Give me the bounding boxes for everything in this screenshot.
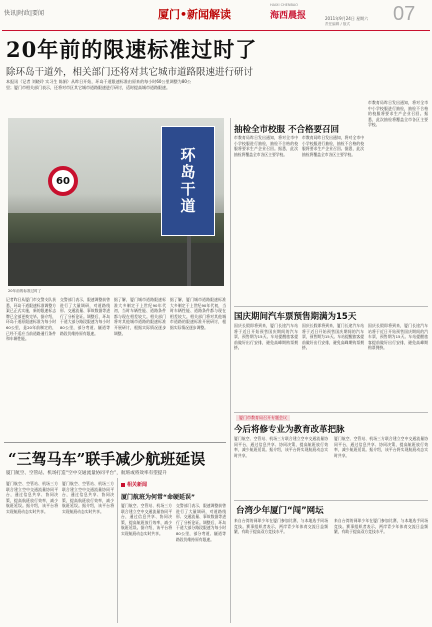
road-surface: [8, 238, 224, 286]
page-number: 07: [393, 3, 416, 25]
h2-col-2: 厦门航空、空管站、机场三方联合建立空中交通流量协同平台，通过信息共享、协同决策，提高航班放行效率，减少航班延误。据介绍，该平台将实现航班动态实时共享。: [62, 481, 114, 514]
masthead-logo: 海西晨报: [270, 11, 307, 21]
photo-caption: 20年前的标准过时了: [8, 289, 42, 293]
headline-1-lead: 本报讯（记者 刘晓玲 实习生 陈娟）从昨日开始，环岛干道限速标准由原来的每小时60公里调整为80公里；厦门市相关部门表示，还将对市区其它城市道路限速进行研讨，适时提高城市道路限速。: [6, 79, 191, 90]
related-bullet-icon: [121, 483, 125, 487]
related-news-text: 相关新闻: [127, 482, 148, 488]
right-text-3b: 厦门航空、空管站、机场三方联合建立空中交通流量协同平台，通过信息共享、协同决策，提高航班放行效率，减少航班延误。据介绍，该平台将实现航班动态实时共享。: [334, 436, 428, 458]
related-col-2: 交警部门表示，限速调整前曾进行了大量调研，对道路线形、交通流量、事故数据等进行了分析论证。调整后，环岛干道大部分路段限速为每小时80公里，部分弯道、隧道等路段仍维持原有限速。: [176, 503, 226, 542]
right-text-1c: 市教育局昨日发出通知，将对全市中小学校服进行抽检，抽检不合格的校服将要求生产企业召回。据悉，此次抽检将覆盖全市各区主要学校。: [368, 100, 428, 128]
right-text-4b: 来自台湾的网球少年在厦门参加比赛，与本地选手同场竞技。赛事组织者表示，两岸青少年体育交流日益频繁，有助于提高双方竞技水平。: [334, 518, 428, 535]
right-headline-1: 抽检全市校服 不合格要召回: [234, 125, 339, 135]
right-text-4: 来自台湾的网球少年在厦门参加比赛，与本地选手同场竞技。赛事组织者表示，两岸青少年体育交流日益频繁，有助于提高双方竞技水平。: [234, 518, 328, 535]
masthead-left-tag: 快讯|时政|要闻: [4, 10, 45, 17]
headline-2-subtitle: 厦门航空、空管站、机场打造“空中交通流量协同平台”，航班或将效率有望提升: [6, 471, 167, 476]
masthead: [0, 0, 432, 30]
right-text-3: 厦门航空、空管站、机场三方联合建立空中交通流量协同平台，通过信息共享、协同决策，提高航班放行效率，减少航班延误。据介绍，该平台将实现航班动态实时共享。: [234, 436, 328, 458]
related-col-1: 厦门航空、空管站、机场三方联合建立空中交通流量协同平台，通过信息共享、协同决策，提高航班放行效率，减少航班延误。据介绍，该平台将实现航班动态实时共享。: [121, 503, 172, 536]
news-photo: [8, 118, 224, 286]
headline-1-subtitle: 除环岛干道外，相关部门还将对其它城市道路限速进行研讨: [6, 67, 254, 78]
main-col-3: 据了解，厦门城市道路限速标准大多制定于上世纪90年代初，当时车辆性能、道路条件都与现在相差较大。相关部门将对其他城市道路的限速标准开展研讨，根据实际情况逐步调整。: [114, 297, 166, 336]
right-text-1b: 市教育局昨日发出通知，将对全市中小学校服进行抽检，抽检不合格的校服将要求生产企业召回。据悉，此次抽检将覆盖全市各区主要学校。: [302, 135, 364, 157]
right-text-1: 市教育局昨日发出通知，将对全市中小学校服进行抽检，抽检不合格的校服将要求生产企业召回。据悉，此次抽检将覆盖全市各区主要学校。: [234, 135, 298, 157]
right-text-2c: 国庆长假即将到来，厦门长途汽车站将于近日开始预售国庆期间的汽车票，预售期为15天。车站提醒旅客提前做好出行安排，避免高峰期购票拥挤。: [368, 323, 428, 351]
right-headline-3: 今后将修专业为教育改革把脉: [234, 425, 345, 435]
right-small-tag: 厦门市教育局召开专题会议: [236, 415, 290, 421]
main-col-2: 交警部门表示，限速调整前曾进行了大量调研，对道路线形、交通流量、事故数据等进行了分析论证。调整后，环岛干道大部分路段限速为每小时80公里，部分弯道、隧道等路段仍维持原有限速。: [60, 297, 110, 336]
right-headline-2: 国庆期间汽车票预售期满为15天: [234, 312, 357, 322]
main-col-1: 记者昨日从厦门市交警支队获悉，环岛干道限速标准调整方案已正式实施，新的限速标志牌已全部更换完毕。据介绍，环岛干道原限速标准为每小时60公里，是20年前制定的，已经不适应当前道路通行条件和车辆性能。: [6, 297, 56, 342]
h2-col-1: 厦门航空、空管站、机场三方联合建立空中交通流量协同平台，通过信息共享、协同决策，提高航班放行效率，减少航班延误。据介绍，该平台将实现航班动态实时共享。: [6, 481, 58, 514]
right-headline-4: 台湾少年厦门“闯”网坛: [236, 506, 324, 516]
headline-2-title: “三驾马车”联手减少航班延误: [8, 450, 206, 468]
section-name: 厦门•新闻解读: [158, 8, 232, 21]
road-name-sign: [161, 126, 215, 236]
speed-limit-sign: [48, 166, 78, 196]
issue-date: 2011年9月24日 星期六: [325, 16, 369, 21]
editor-credit: 责任编辑 / 版式: [325, 22, 351, 26]
main-col-4: 据了解，厦门城市道路限速标准大多制定于上世纪90年代初，当时车辆性能、道路条件都与现在相差较大。相关部门将对其他城市道路的限速标准开展研讨，根据实际情况逐步调整。: [170, 297, 226, 330]
speed-limit-number: 60: [56, 175, 70, 187]
road-name-sign-text: 环岛干道: [178, 147, 197, 215]
related-news-title: 厦门航班为何常“命硬延误”: [121, 494, 195, 501]
right-text-2b: 国庆长假即将到来，厦门长途汽车站将于近日开始预售国庆期间的汽车票，预售期为15天。车站提醒旅客提前做好出行安排，避免高峰期购票拥挤。: [302, 323, 364, 351]
right-text-2: 国庆长假即将到来，厦门长途汽车站将于近日开始预售国庆期间的汽车票，预售期为15天。车站提醒旅客提前做好出行安排，避免高峰期购票拥挤。: [234, 323, 298, 351]
headline-1-title: 20年前的限速标准过时了: [6, 37, 258, 62]
masthead-logo-pinyin: HAIXI CHENBAO: [270, 3, 298, 7]
related-news-label: [121, 481, 147, 488]
